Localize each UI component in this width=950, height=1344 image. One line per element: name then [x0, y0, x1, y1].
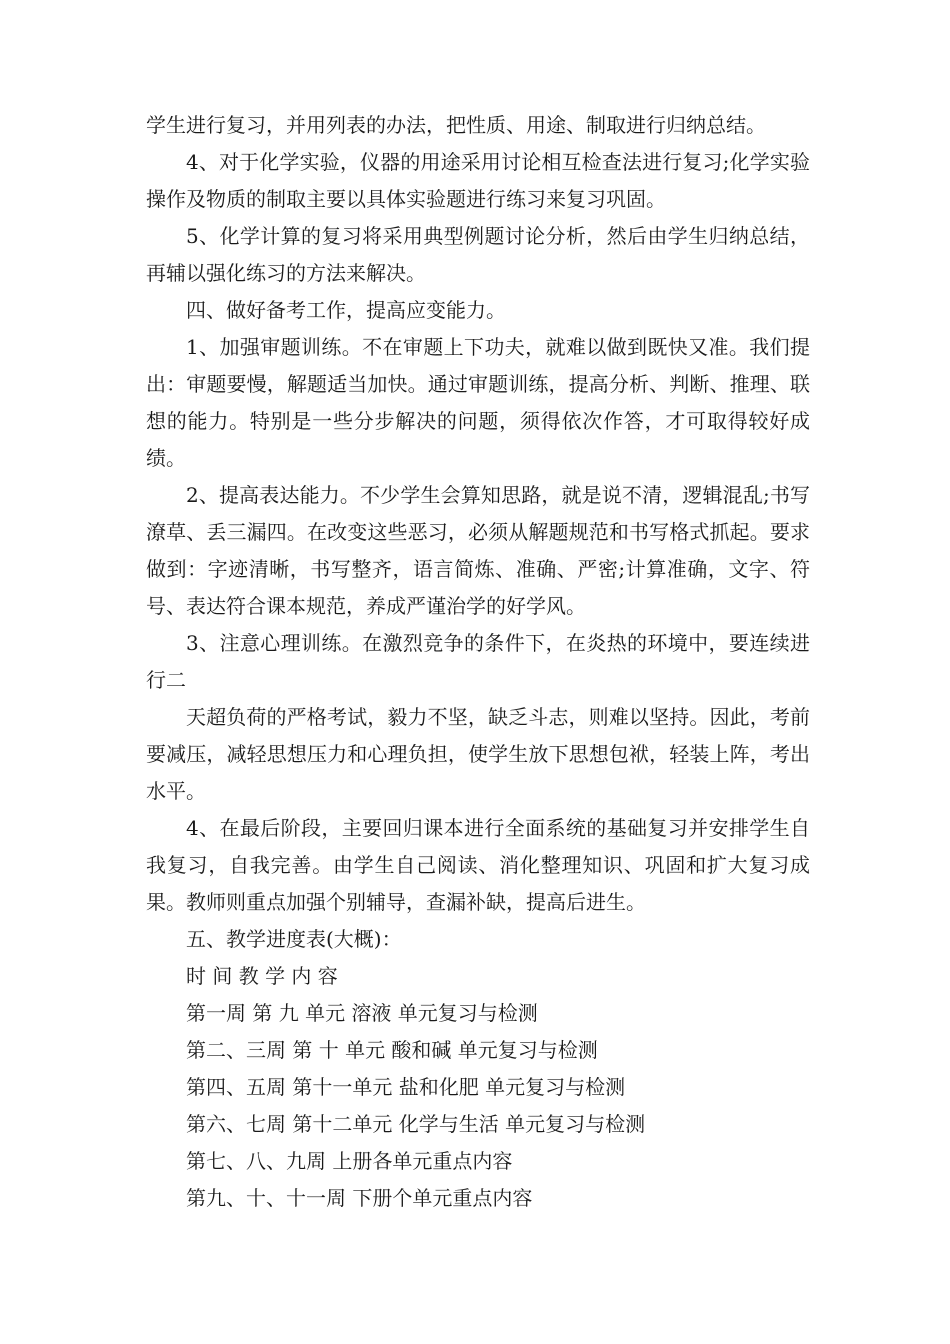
section-heading-exam-preparation: 四、做好备考工作，提高应变能力。: [186, 298, 506, 322]
schedule-row: 第六、七周 第十二单元 化学与生活 单元复习与检测: [186, 1112, 646, 1136]
paragraph-exam-pressure: 天超负荷的严格考试，毅力不坚，缺乏斗志，则难以坚持。因此，考前要减压，减轻思想压力和心理负担，使学生放下思想包袱，轻装上阵，考出水平。: [146, 705, 810, 803]
paragraph-review-continuation: 学生进行复习，并用列表的办法，把性质、用途、制取进行归纳总结。: [146, 113, 766, 137]
document-body: [146, 107, 810, 1217]
paragraph-expression-ability: 2、提高表达能力。不少学生会算知思路，就是说不清，逻辑混乱;书写潦草、丢三漏四。在改变这些恶习，必须从解题规范和书写格式抓起。要求做到：字迹清晰，书写整齐，语言简炼、准确、严密;计算准确，文字、符号、表达符合课本规范，养成严谨治学的好学风。: [146, 483, 810, 618]
paragraph-question-reading-training: 1、加强审题训练。不在审题上下功夫，就难以做到既快又准。我们提出：审题要慢，解题适当加快。通过审题训练，提高分析、判断、推理、联想的能力。特别是一些分步解决的问题，须得依次作答，才可取得较好成绩。: [146, 335, 810, 470]
paragraph-final-stage: 4、在最后阶段，主要回归课本进行全面系统的基础复习并安排学生自我复习，自我完善。由学生自己阅读、消化整理知识、巩固和扩大复习成果。教师则重点加强个别辅导，查漏补缺，提高后进生。: [146, 816, 810, 914]
schedule-row: 第二、三周 第 十 单元 酸和碱 单元复习与检测: [186, 1038, 598, 1062]
section-heading-schedule: 五、教学进度表(大概)：: [186, 927, 402, 951]
schedule-table: [146, 958, 810, 1217]
paragraph-psychological-training: 3、注意心理训练。在激烈竞争的条件下，在炎热的环境中，要连续进行二: [146, 631, 810, 692]
schedule-row: 第九、十、十一周 下册个单元重点内容: [186, 1186, 533, 1210]
schedule-header: 时 间 教 学 内 容: [186, 964, 338, 988]
paragraph-experiment-review: 4、对于化学实验，仪器的用途采用讨论相互检查法进行复习;化学实验操作及物质的制取主要以具体实验题进行练习来复习巩固。: [146, 150, 810, 211]
schedule-row: 第一周 第 九 单元 溶液 单元复习与检测: [186, 1001, 538, 1025]
schedule-row: 第四、五周 第十一单元 盐和化肥 单元复习与检测: [186, 1075, 626, 1099]
paragraph-calculation-review: 5、化学计算的复习将采用典型例题讨论分析，然后由学生归纳总结，再辅以强化练习的方法来解决。: [146, 224, 810, 285]
schedule-row: 第七、八、九周 上册各单元重点内容: [186, 1149, 513, 1173]
